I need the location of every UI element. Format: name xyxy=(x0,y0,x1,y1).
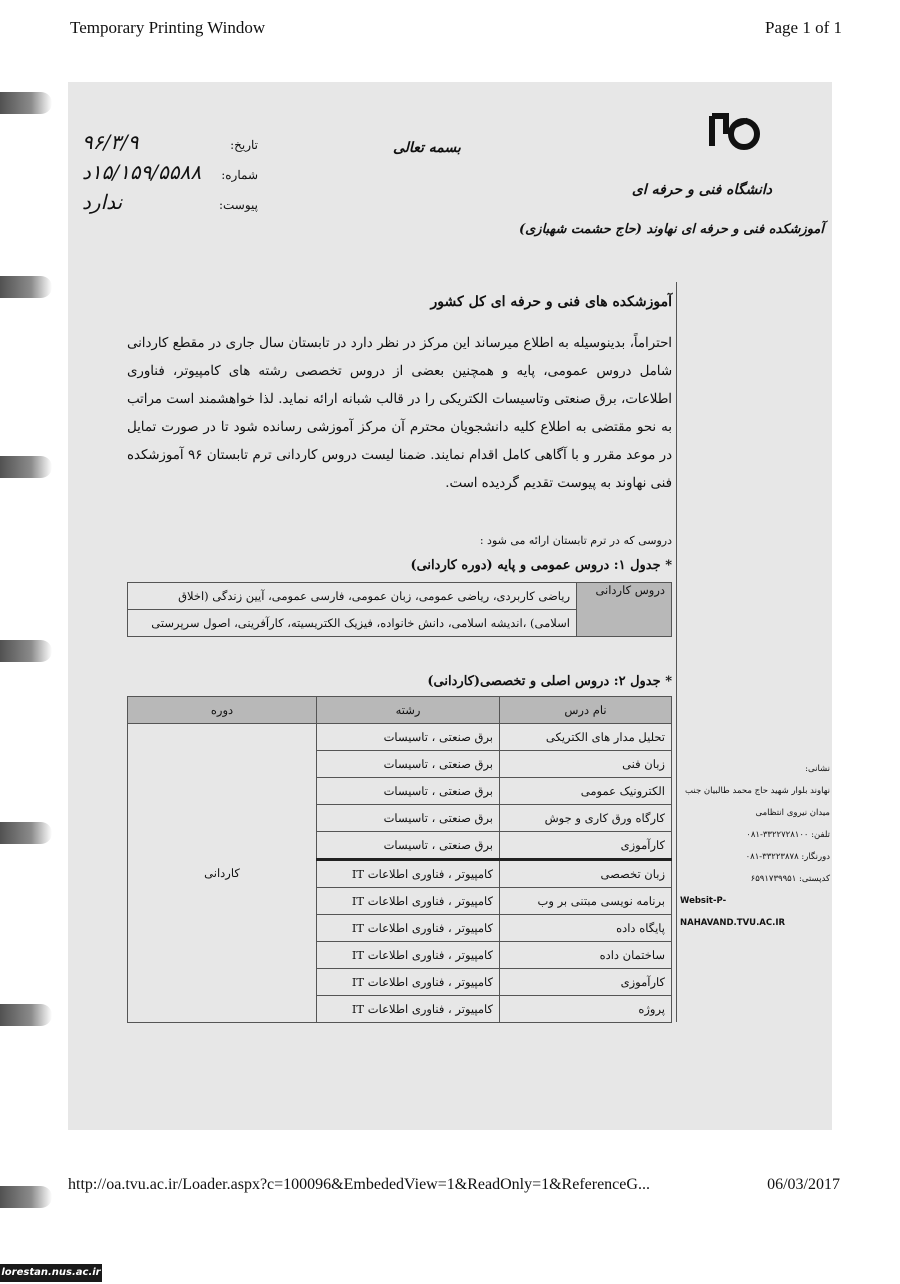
field-cell: کامپیوتر ، فناوری اطلاعات IT xyxy=(317,969,500,996)
print-date: 06/03/2017 xyxy=(767,1176,840,1193)
course-cell: کارآموزی xyxy=(500,969,672,996)
college-name: آموزشکده فنی و حرفه ای نهاوند (حاج حشمت شهبازی) xyxy=(518,222,824,237)
column-header-field: رشته xyxy=(317,697,500,724)
page-count: Page 1 of 1 xyxy=(765,18,842,37)
field-cell: کامپیوتر ، فناوری اطلاعات IT xyxy=(317,915,500,942)
margin-divider xyxy=(676,282,677,1022)
binder-hole xyxy=(0,92,52,114)
table-label-cell: دروس کاردانی xyxy=(577,583,672,637)
contact-block xyxy=(680,758,830,934)
attachment-value: ندارد xyxy=(82,190,123,214)
course-cell: پروژه xyxy=(500,996,672,1023)
table-cell: ریاضی کاربردی، ریاضی عمومی، زبان عمومی، فارسی عمومی، آیین زندگی (اخلاق xyxy=(128,583,577,610)
field-cell: کامپیوتر ، فناوری اطلاعات IT xyxy=(317,942,500,969)
course-cell: زبان فنی xyxy=(500,751,672,778)
source-stamp: lorestan.nus.ac.ir xyxy=(0,1264,102,1282)
field-cell: کامپیوتر ، فناوری اطلاعات IT xyxy=(317,996,500,1023)
table-row xyxy=(128,583,672,610)
date-value: ۹۶/۳/۹ xyxy=(82,130,139,154)
binder-hole xyxy=(0,640,52,662)
field-cell: کامپیوتر ، فناوری اطلاعات IT xyxy=(317,860,500,888)
courses-intro: دروسی که در ترم تابستان ارائه می شود : xyxy=(479,534,672,547)
number-value: ۱۵/۱۵۹/۵۵۸۸د xyxy=(82,160,202,184)
specialized-courses-table xyxy=(127,696,672,1023)
postal-code: کدپستی: ۶۵۹۱۷۳۹۹۵۱ xyxy=(750,874,830,884)
website: Websit-P-NAHAVAND.TVU.AC.IR xyxy=(680,896,786,928)
binder-hole xyxy=(0,456,52,478)
field-cell: برق صنعتی ، تاسیسات xyxy=(317,724,500,751)
table-row xyxy=(128,724,672,751)
letter-meta xyxy=(78,130,258,220)
binder-hole xyxy=(0,1186,52,1208)
fax-number: دورنگار: ۳۳۲۲۳۸۷۸-۰۸۱ xyxy=(745,852,830,862)
university-logo-icon xyxy=(704,106,764,156)
scanned-letter xyxy=(68,82,832,1130)
addressee: آموزشکده های فنی و حرفه ای کل کشور xyxy=(430,294,672,310)
course-cell: کارگاه ورق کاری و جوش xyxy=(500,805,672,832)
address-line: نهاوند بلوار شهید حاج محمد طالبیان جنب xyxy=(685,786,830,796)
course-cell: الکترونیک عمومی xyxy=(500,778,672,805)
number-label: شماره: xyxy=(221,168,258,182)
phone-number: تلفن: ۳۳۲۲۷۲۸۱۰۰-۰۸۱ xyxy=(746,830,830,840)
course-cell: زبان تخصصی xyxy=(500,860,672,888)
table-header-row xyxy=(128,697,672,724)
table2-title: * جدول ۲: دروس اصلی و تخصصی(کاردانی) xyxy=(427,674,672,689)
field-cell: کامپیوتر ، فناوری اطلاعات IT xyxy=(317,888,500,915)
column-header-course: نام درس xyxy=(500,697,672,724)
date-label: تاریخ: xyxy=(230,138,258,152)
university-name: دانشگاه فنی و حرفه ای xyxy=(631,182,772,198)
print-url: http://oa.tvu.ac.ir/Loader.aspx?c=100096&EmbededView=1&ReadOnly=1&ReferenceG... xyxy=(68,1176,650,1193)
field-cell: برق صنعتی ، تاسیسات xyxy=(317,805,500,832)
field-cell: برق صنعتی ، تاسیسات xyxy=(317,832,500,860)
binder-hole xyxy=(0,822,52,844)
table-cell: اسلامی) ،اندیشه اسلامی، دانش خانواده، فیزیک الکتریسیته، کارآفرینی، اصول سرپرستی xyxy=(128,610,577,637)
column-header-period: دوره xyxy=(128,697,317,724)
period-cell: کاردانی xyxy=(128,724,317,1023)
address-line: میدان نیروی انتظامی xyxy=(755,808,830,818)
table1-title: * جدول ۱: دروس عمومی و پایه (دوره کاردانی) xyxy=(410,558,672,573)
binder-hole xyxy=(0,1004,52,1026)
basmala-heading: بسمه تعالی xyxy=(393,140,461,156)
address-label: نشانی: xyxy=(805,764,830,774)
attachment-label: پیوست: xyxy=(218,198,258,212)
course-cell: ساختمان داده xyxy=(500,942,672,969)
course-cell: کارآموزی xyxy=(500,832,672,860)
course-cell: برنامه نویسی مبتنی بر وب xyxy=(500,888,672,915)
binder-hole xyxy=(0,276,52,298)
general-courses-table xyxy=(127,582,672,637)
field-cell: برق صنعتی ، تاسیسات xyxy=(317,778,500,805)
print-window-title: Temporary Printing Window xyxy=(70,18,266,37)
field-cell: برق صنعتی ، تاسیسات xyxy=(317,751,500,778)
course-cell: پایگاه داده xyxy=(500,915,672,942)
course-cell: تحلیل مدار های الکتریکی xyxy=(500,724,672,751)
letter-body: احتراماً، بدینوسیله به اطلاع میرساند این مرکز در نظر دارد در تابستان سال جاری در مقطع کاردانی شامل دروس عمومی، پایه و همچنین بعضی از دروس تخصصی رشته های کامپیوتر، فناوری اطلاعات، برق صنعتی وتاسیسات الکتریکی را در قالب شبانه ارائه نماید. لذا خواهشمند است مراتب به نحو مقتضی به اطلاع کلیه دانشجویان محترم آن مرکز آموزشی رسانده شود تا در صورت تمایل در موعد مقرر و با آگاهی کامل اقدام نمایند. ضمنا لیست دروس کاردانی ترم تابستان ۹۶ آموزشکده فنی نهاوند به پیوست تقدیم گردیده است. xyxy=(127,336,673,491)
